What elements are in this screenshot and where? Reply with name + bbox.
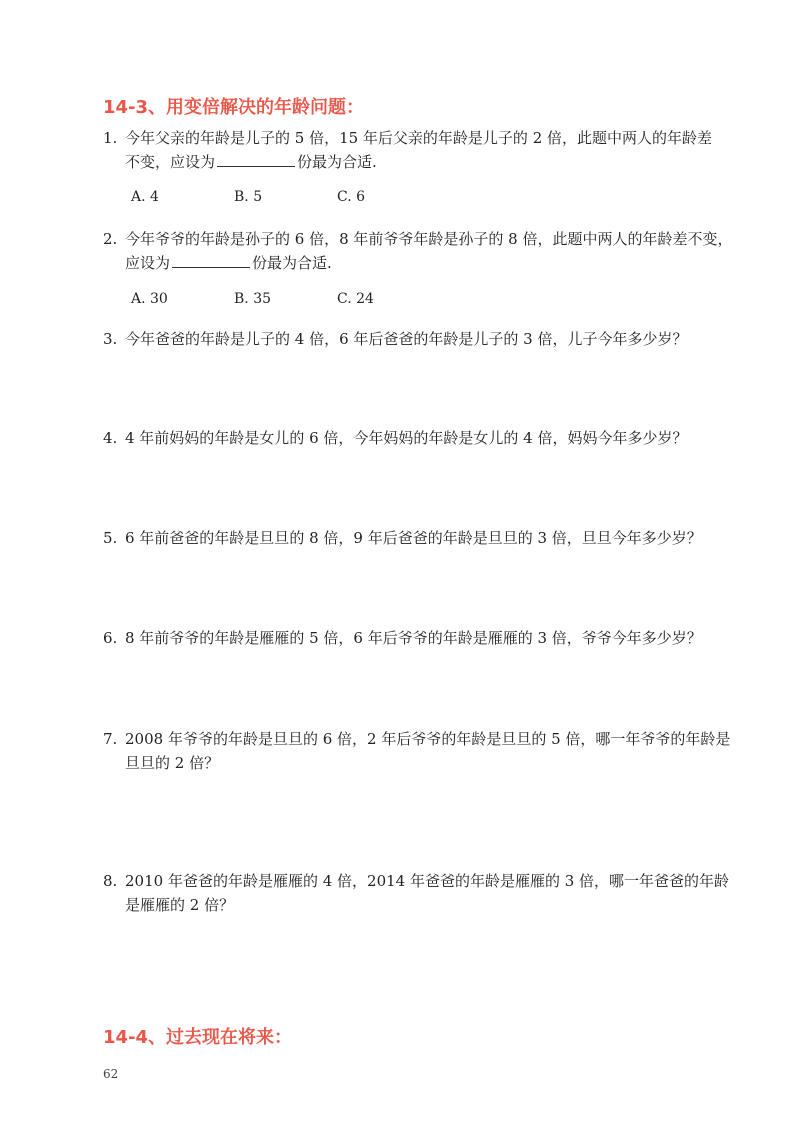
question-5 xyxy=(103,526,743,550)
question-4 xyxy=(103,426,743,450)
question-number: 1. xyxy=(103,129,118,147)
question-number: 5. xyxy=(103,529,118,547)
question-text: 今年爷爷的年龄是孙子的 6 倍，8 年前爷爷年龄是孙子的 8 倍，此题中两人的年龄差不变， xyxy=(125,230,733,248)
question-text: 4 年前妈妈的年龄是女儿的 6 倍，今年妈妈的年龄是女儿的 4 倍，妈妈今年多少岁？ xyxy=(125,429,688,447)
question-text: 旦旦的 2 倍？ xyxy=(125,754,220,772)
question-7 xyxy=(103,727,743,775)
question-number: 8. xyxy=(103,872,118,890)
option-c[interactable]: C. 6 xyxy=(337,189,366,205)
question-text: 不变，应设为 xyxy=(125,153,216,171)
question-text: 份最为合适. xyxy=(297,153,377,171)
question-number: 4. xyxy=(103,429,118,447)
answer-blank[interactable] xyxy=(217,152,295,167)
option-a[interactable]: A. 30 xyxy=(131,291,168,307)
question-number: 2. xyxy=(103,230,118,248)
option-b[interactable]: B. 35 xyxy=(234,291,272,307)
question-number: 6. xyxy=(103,629,118,647)
question-2 xyxy=(103,227,743,275)
question-text: 8 年前爷爷的年龄是雁雁的 5 倍，6 年后爷爷的年龄是雁雁的 3 倍，爷爷今年多少岁？ xyxy=(125,629,702,647)
question-3 xyxy=(103,327,743,351)
question-text: 是雁雁的 2 倍？ xyxy=(125,896,235,914)
question-text: 6 年前爸爸的年龄是旦旦的 8 倍，9 年后爸爸的年龄是旦旦的 3 倍，旦旦今年多少岁？ xyxy=(125,529,702,547)
question-text: 今年父亲的年龄是儿子的 5 倍，15 年后父亲的年龄是儿子的 2 倍，此题中两人的年龄差 xyxy=(125,129,713,147)
section-title-14-3: 14-3、用变倍解决的年龄问题： xyxy=(103,97,365,118)
options-2 xyxy=(131,291,440,307)
page-number: 62 xyxy=(103,1067,119,1081)
question-number: 7. xyxy=(103,730,118,748)
question-6 xyxy=(103,626,743,650)
question-text: 应设为 xyxy=(125,254,171,272)
question-number: 3. xyxy=(103,330,118,348)
question-text: 2008 年爷爷的年龄是旦旦的 6 倍，2 年后爷爷的年龄是旦旦的 5 倍，哪一年爷爷的年龄是 xyxy=(125,730,731,748)
options-1 xyxy=(131,189,440,205)
answer-blank[interactable] xyxy=(172,253,250,268)
question-1 xyxy=(103,126,743,174)
question-text: 份最为合适. xyxy=(252,254,332,272)
question-8 xyxy=(103,869,743,917)
question-text: 2010 年爸爸的年龄是雁雁的 4 倍，2014 年爸爸的年龄是雁雁的 3 倍，哪一年爸爸的年龄 xyxy=(125,872,730,890)
option-c[interactable]: C. 24 xyxy=(337,291,374,307)
question-text: 今年爸爸的年龄是儿子的 4 倍，6 年后爸爸的年龄是儿子的 3 倍，儿子今年多少岁？ xyxy=(125,330,688,348)
option-b[interactable]: B. 5 xyxy=(234,189,263,205)
option-a[interactable]: A. 4 xyxy=(131,189,159,205)
section-title-14-4: 14-4、过去现在将来： xyxy=(103,1027,293,1048)
